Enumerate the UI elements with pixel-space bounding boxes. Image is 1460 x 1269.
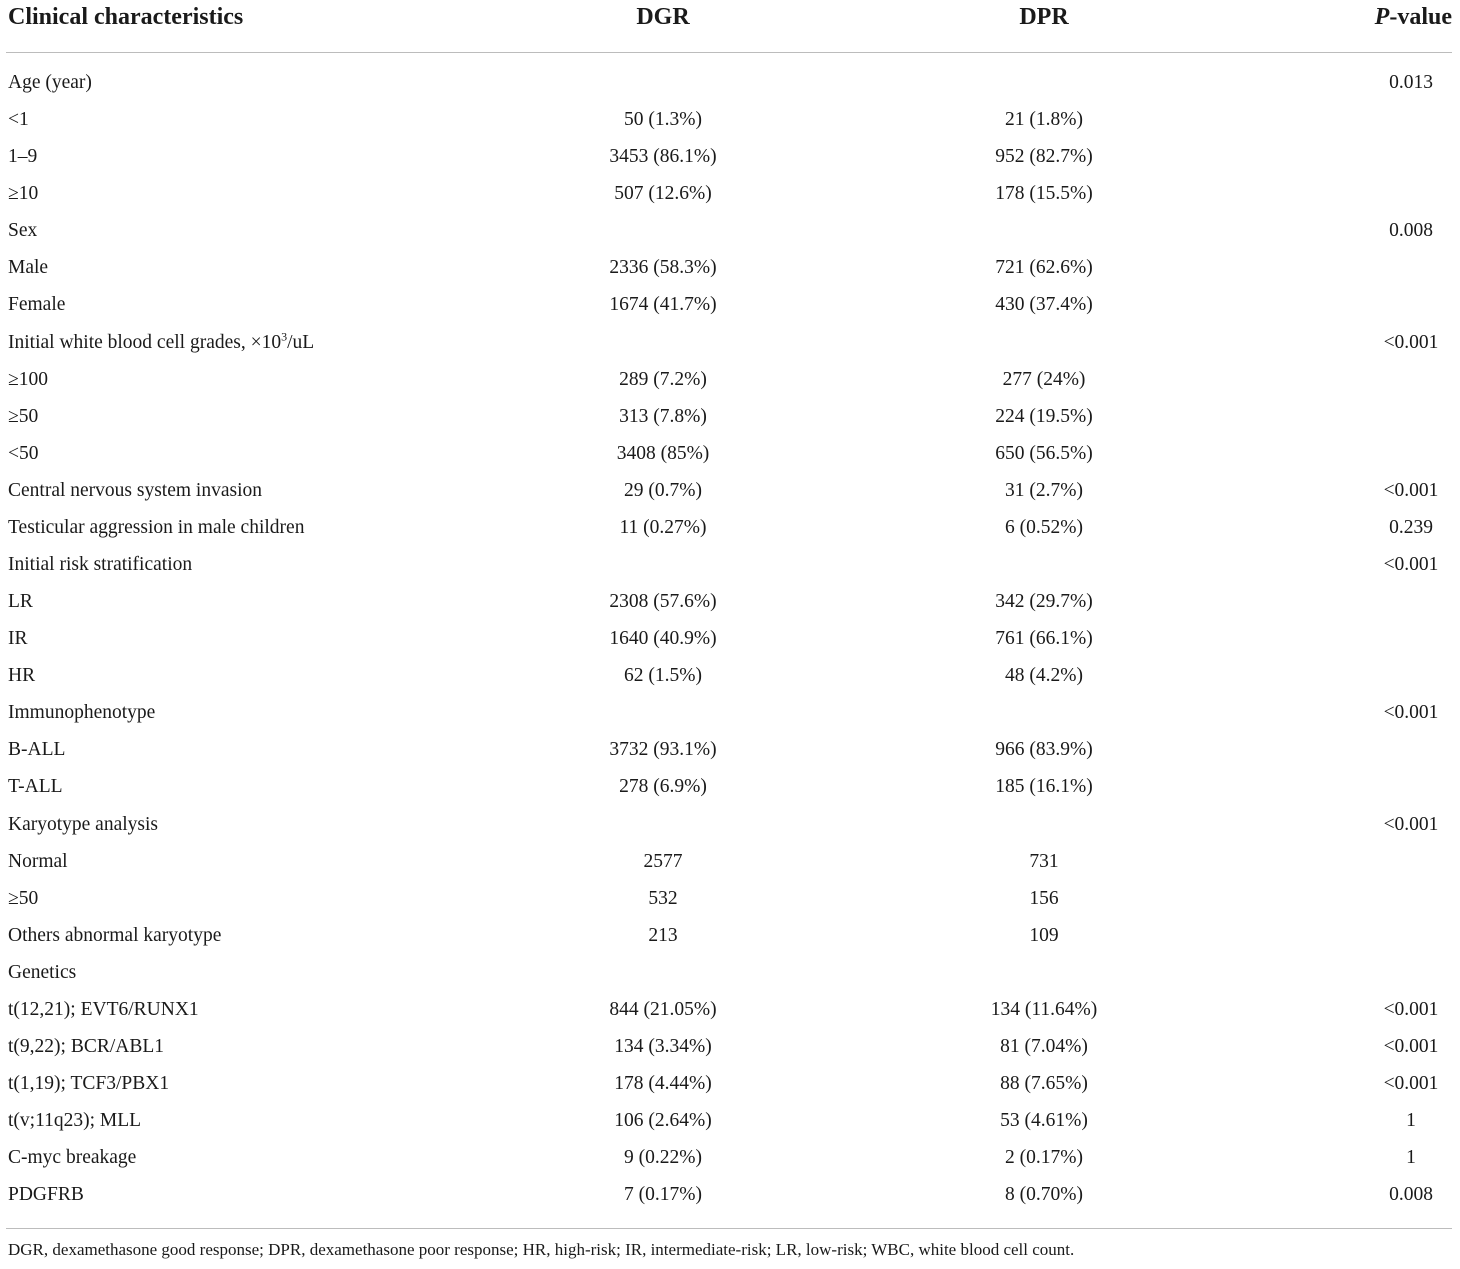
row-label-text: <1 [8, 109, 29, 131]
row-label-text: T-ALL [8, 776, 63, 798]
dgr-value: 278 (6.9%) [619, 776, 707, 798]
table-row [0, 436, 1460, 473]
table-row [0, 807, 1460, 844]
p-value: 0.008 [1389, 1184, 1433, 1206]
dgr-value: 2308 (57.6%) [609, 591, 717, 613]
dgr-value: 213 [648, 924, 678, 946]
dgr-value: 532 [648, 887, 678, 909]
table-row [0, 1103, 1460, 1140]
table-row [0, 213, 1460, 250]
row-label-text: Female [8, 294, 66, 316]
row-label [8, 554, 192, 576]
dgr-value: 313 (7.8%) [619, 405, 707, 427]
table-row [0, 1140, 1460, 1177]
dpr-value: 31 (2.7%) [1005, 479, 1083, 501]
table-row [0, 918, 1460, 955]
row-label-text: B-ALL [8, 739, 66, 761]
dpr-value: 88 (7.65%) [1000, 1073, 1088, 1095]
p-value: 1 [1406, 1110, 1416, 1132]
table-row [0, 139, 1460, 176]
row-label [8, 999, 199, 1021]
row-label-text: Immunophenotype [8, 702, 156, 724]
table-row [0, 325, 1460, 362]
table-row [0, 65, 1460, 102]
row-label-text: Others abnormal karyotype [8, 924, 222, 946]
table-row [0, 399, 1460, 436]
row-label [8, 369, 48, 391]
dpr-value: 109 [1029, 924, 1059, 946]
table-body [0, 65, 1460, 1214]
row-label-text: ≥100 [8, 368, 48, 390]
row-label [8, 220, 37, 242]
table-row [0, 881, 1460, 918]
dgr-value: 7 (0.17%) [624, 1184, 702, 1206]
dgr-value: 1640 (40.9%) [609, 628, 717, 650]
p-value: <0.001 [1383, 479, 1439, 501]
row-label [8, 962, 76, 984]
row-label-text: PDGFRB [8, 1184, 84, 1206]
row-label [8, 146, 37, 168]
row-label-text: Sex [8, 220, 38, 242]
dgr-value: 106 (2.64%) [614, 1110, 712, 1132]
row-label [8, 591, 33, 613]
row-label-text: Initial white blood cell grades, ×10 [8, 331, 282, 353]
row-label-text: t(9,22); BCR/ABL1 [8, 1036, 165, 1058]
row-label [8, 1184, 84, 1206]
row-label [8, 925, 221, 947]
dgr-value: 3408 (85%) [616, 442, 710, 464]
row-label [8, 183, 38, 205]
p-value: <0.001 [1383, 1073, 1439, 1095]
table-row [0, 362, 1460, 399]
dgr-value: 844 (21.05%) [609, 998, 717, 1020]
dpr-value: 721 (62.6%) [995, 257, 1093, 279]
dgr-value: 3453 (86.1%) [609, 146, 717, 168]
row-label [8, 702, 155, 724]
row-label-text: Karyotype analysis [8, 813, 159, 835]
dgr-value: 29 (0.7%) [624, 479, 702, 501]
row-label-text: Normal [8, 850, 68, 872]
dgr-value: 62 (1.5%) [624, 665, 702, 687]
p-value: <0.001 [1383, 998, 1439, 1020]
p-value: 0.239 [1389, 516, 1433, 538]
table-row [0, 287, 1460, 324]
table-row [0, 473, 1460, 510]
dgr-value: 50 (1.3%) [624, 109, 702, 131]
row-label [8, 1147, 136, 1169]
dpr-value: 430 (37.4%) [995, 294, 1093, 316]
table-row [0, 1177, 1460, 1214]
table-row [0, 176, 1460, 213]
row-label-text: Initial risk stratification [8, 554, 193, 576]
row-label-text: Age (year) [8, 72, 92, 93]
header-dpr: DPR [1019, 4, 1069, 30]
dgr-value: 2336 (58.3%) [609, 257, 717, 279]
dgr-value: 1674 (41.7%) [609, 294, 717, 316]
row-label [8, 851, 68, 873]
row-label [8, 443, 39, 465]
p-value: <0.001 [1383, 1036, 1439, 1058]
header-rule [6, 52, 1452, 53]
row-label [8, 1110, 141, 1132]
row-label-text: Testicular aggression in male children [8, 516, 305, 538]
row-label [8, 257, 48, 279]
table-row [0, 695, 1460, 732]
row-label-text: Central nervous system invasion [8, 479, 263, 501]
row-label [8, 72, 92, 94]
table-row [0, 102, 1460, 139]
dpr-value: 185 (16.1%) [995, 776, 1093, 798]
table-row [0, 584, 1460, 621]
dpr-value: 21 (1.8%) [1005, 109, 1083, 131]
row-label [8, 888, 38, 910]
table-row [0, 250, 1460, 287]
row-label-text: ≥50 [8, 887, 39, 909]
row-label [8, 814, 158, 836]
row-label-text: <50 [8, 442, 39, 464]
row-label-text: Male [8, 257, 49, 279]
dpr-value: 134 (11.64%) [990, 998, 1098, 1020]
dpr-value: 48 (4.2%) [1005, 665, 1083, 687]
table-row [0, 769, 1460, 806]
row-label [8, 1073, 169, 1095]
dpr-value: 277 (24%) [1002, 368, 1086, 390]
dpr-value: 81 (7.04%) [1000, 1036, 1088, 1058]
dpr-value: 178 (15.5%) [995, 183, 1093, 205]
table-header [0, 0, 1460, 36]
row-label [8, 628, 28, 650]
dpr-value: 966 (83.9%) [995, 739, 1093, 761]
p-value: <0.001 [1383, 702, 1439, 724]
dpr-value: 952 (82.7%) [995, 146, 1093, 168]
dgr-value: 11 (0.27%) [619, 516, 707, 538]
table-row [0, 658, 1460, 695]
table-row [0, 547, 1460, 584]
dgr-value: 9 (0.22%) [624, 1147, 702, 1169]
table-row [0, 510, 1460, 547]
table-row [0, 732, 1460, 769]
row-label [8, 739, 65, 761]
p-value: <0.001 [1383, 331, 1439, 353]
dgr-value: 2577 [643, 850, 683, 872]
dgr-value: 289 (7.2%) [619, 368, 707, 390]
dpr-value: 53 (4.61%) [1000, 1110, 1088, 1132]
row-label [8, 665, 35, 687]
row-label-text: 1–9 [8, 146, 38, 168]
row-label-text: t(12,21); EVT6/RUNX1 [8, 998, 199, 1020]
header-p-suffix: -value [1389, 4, 1452, 30]
row-label-text: LR [8, 591, 33, 613]
row-label-text: ≥50 [8, 405, 39, 427]
header-p-value [1375, 4, 1452, 31]
dgr-value: 134 (3.34%) [614, 1036, 712, 1058]
dpr-value: 650 (56.5%) [995, 442, 1093, 464]
table-row [0, 1066, 1460, 1103]
dgr-value: 507 (12.6%) [614, 183, 712, 205]
table-footnote: DGR, dexamethasone good response; DPR, dexamethasone poor response; HR, high-risk; IR, intermediate-risk; LR, low-risk; WBC, white blood cell count. [8, 1240, 1075, 1259]
p-value: <0.001 [1383, 554, 1439, 576]
row-label-suffix: /uL [287, 331, 315, 353]
p-value: <0.001 [1383, 813, 1439, 835]
p-value: 0.008 [1389, 220, 1433, 242]
row-label [8, 109, 29, 131]
row-label-text: HR [8, 665, 36, 687]
row-label [8, 480, 262, 502]
row-label [8, 329, 315, 354]
table-row [0, 844, 1460, 881]
row-label-text: Genetics [8, 961, 77, 983]
p-value: 0.013 [1389, 72, 1433, 93]
dpr-value: 731 [1029, 850, 1059, 872]
header-p-italic: P [1374, 4, 1390, 30]
dpr-value: 2 (0.17%) [1005, 1147, 1083, 1169]
table-row [0, 955, 1460, 992]
table-row [0, 992, 1460, 1029]
p-value: 1 [1406, 1147, 1416, 1169]
dgr-value: 178 (4.44%) [614, 1073, 712, 1095]
dpr-value: 156 [1029, 887, 1059, 909]
dpr-value: 342 (29.7%) [995, 591, 1093, 613]
row-label [8, 776, 63, 798]
row-label [8, 294, 65, 316]
row-label [8, 1036, 164, 1058]
row-label-superscript: 3 [281, 329, 288, 344]
table-row [0, 1029, 1460, 1066]
dpr-value: 224 (19.5%) [995, 405, 1093, 427]
row-label [8, 517, 304, 539]
row-label-text: IR [8, 628, 28, 650]
dpr-value: 8 (0.70%) [1005, 1184, 1083, 1206]
header-clinical-characteristics: Clinical characteristics [8, 4, 244, 30]
dpr-value: 761 (66.1%) [995, 628, 1093, 650]
row-label-text: ≥10 [8, 183, 39, 205]
table-row [0, 621, 1460, 658]
dpr-value: 6 (0.52%) [1005, 516, 1083, 538]
dgr-value: 3732 (93.1%) [609, 739, 717, 761]
row-label-text: t(1,19); TCF3/PBX1 [8, 1073, 170, 1095]
row-label-text: C-myc breakage [8, 1147, 137, 1169]
header-dgr: DGR [636, 4, 690, 30]
row-label-text: t(v;11q23); MLL [8, 1110, 142, 1132]
footer-rule [6, 1228, 1452, 1229]
row-label [8, 406, 38, 428]
